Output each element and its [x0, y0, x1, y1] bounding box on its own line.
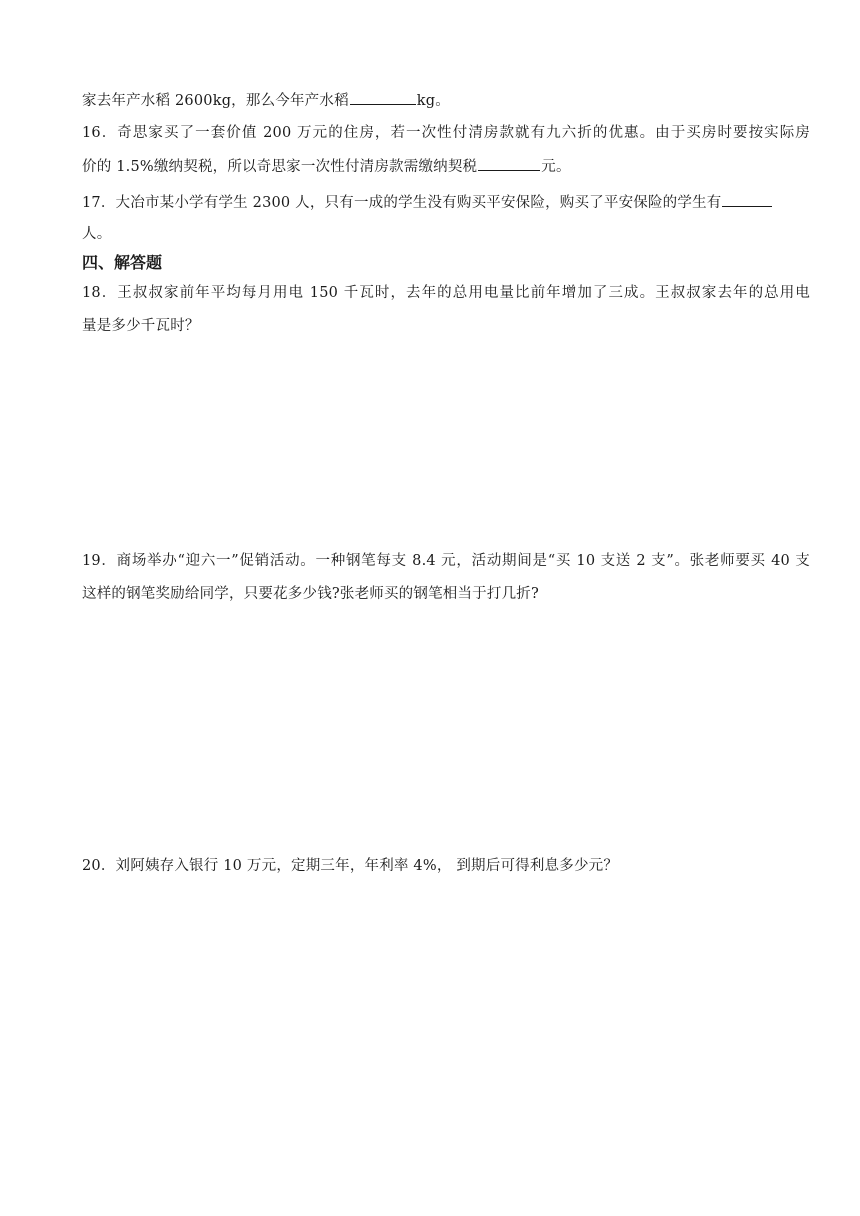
question-16-line-2 [82, 156, 810, 177]
question-16-line-1: 16．奇思家买了一套价值 200 万元的住房，若一次性付清房款就有九六折的优惠。由于买房时要按实际房 [82, 125, 810, 141]
answer-space-19[interactable] [82, 614, 810, 834]
question-17-text: 17．大冶市某小学有学生 2300 人，只有一成的学生没有购买平安保险，购买了平安保险的学生有 [82, 195, 722, 211]
question-19-line-2: 这样的钢笔奖励给同学，只要花多少钱?张老师买的钢笔相当于打几折? [82, 586, 539, 602]
question-20-line-1: 20．刘阿姨存入银行 10 万元，定期三年，年利率 4%， 到期后可得利息多少元？ [82, 858, 619, 874]
question-15-text: 家去年产水稻 2600kg，那么今年产水稻 [82, 93, 349, 109]
answer-blank-16[interactable] [478, 156, 540, 171]
question-16-text: 价的 1.5%缴纳契税，所以奇思家一次性付清房款需缴纳契税 [82, 159, 478, 175]
question-17-line-2: 人。 [82, 226, 112, 242]
answer-blank-15[interactable] [350, 90, 416, 105]
answer-space-18[interactable] [82, 345, 810, 545]
answer-space-20[interactable] [82, 886, 810, 1186]
answer-blank-17[interactable] [722, 192, 772, 207]
question-18-line-1: 18．王叔叔家前年平均每月用电 150 千瓦时，去年的总用电量比前年增加了三成。王叔叔家去年的总用电 [82, 285, 810, 301]
question-16-unit: 元。 [541, 159, 571, 175]
question-18-line-2: 量是多少千瓦时？ [82, 318, 200, 334]
question-15-line-1 [82, 90, 810, 111]
section-heading: 四、解答题 [82, 253, 163, 272]
question-17-line-1 [82, 192, 810, 213]
question-19-line-1: 19．商场举办“迎六一”促销活动。一种钢笔每支 8.4 元，活动期间是“买 10 支送 2 支”。张老师要买 40 支 [82, 553, 810, 569]
question-15-unit: kg。 [416, 93, 450, 109]
